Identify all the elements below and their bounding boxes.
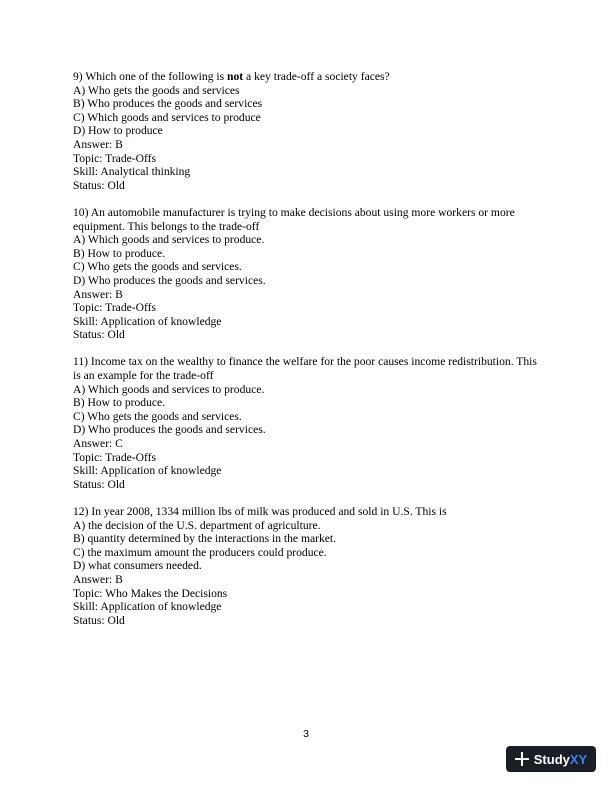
option-a: A) Who gets the goods and services [73, 83, 240, 97]
question-11 [73, 355, 543, 491]
option-a: A) Which goods and services to produce. [73, 233, 265, 247]
studyxy-logo-badge[interactable] [506, 746, 596, 772]
option-c: C) Who gets the goods and services. [73, 409, 242, 423]
status-line: Status: Old [73, 477, 125, 491]
option-a: A) Which goods and services to produce. [73, 382, 265, 396]
option-c: C) Which goods and services to produce [73, 110, 261, 124]
status-line: Status: Old [73, 178, 125, 192]
stem-text: a key trade-off a society faces? [243, 70, 390, 83]
skill-line: Skill: Application of knowledge [73, 464, 222, 478]
question-stem [73, 70, 543, 84]
brand-text: Study [533, 751, 570, 767]
topic-line: Topic: Trade-Offs [73, 301, 157, 315]
brand-name [534, 752, 587, 767]
question-stem: 12) In year 2008, 1334 million lbs of milk was produced and sold in U.S. This is [73, 505, 447, 518]
brand-accent-text: XY [569, 751, 588, 767]
skill-line: Skill: Application of knowledge [73, 314, 222, 328]
option-b: B) How to produce. [73, 246, 166, 260]
stem-emphasis: not [227, 70, 244, 83]
option-b: B) How to produce. [73, 396, 166, 410]
skill-line: Skill: Application of knowledge [73, 600, 222, 614]
option-b: B) Who produces the goods and services [73, 97, 263, 111]
answer-line: Answer: B [73, 287, 123, 301]
question-9 [73, 70, 543, 192]
topic-line: Topic: Trade-Offs [73, 450, 157, 464]
option-b: B) quantity determined by the interactions in the market. [73, 532, 337, 546]
option-c: C) Who gets the goods and services. [73, 260, 242, 274]
document-body [73, 70, 543, 641]
status-line: Status: Old [73, 613, 125, 627]
question-stem: 11) Income tax on the wealthy to finance the welfare for the poor causes income redistribution. This is an example for the trade-off [73, 355, 537, 383]
question-stem: 10) An automobile manufacturer is trying to make decisions about using more workers or more equipment. This belongs to the trade-off [73, 205, 515, 233]
question-10 [73, 206, 543, 342]
option-c: C) the maximum amount the producers could produce. [73, 545, 327, 559]
stem-text: 9) Which one of the following is [73, 70, 228, 83]
option-d: D) How to produce [73, 124, 163, 138]
question-12 [73, 505, 543, 627]
page-number: 3 [303, 728, 309, 740]
answer-line: Answer: B [73, 572, 123, 586]
topic-line: Topic: Who Makes the Decisions [73, 586, 228, 600]
option-d: D) Who produces the goods and services. [73, 273, 266, 287]
status-line: Status: Old [73, 328, 125, 342]
answer-line: Answer: C [73, 437, 123, 451]
plus-icon [515, 752, 529, 766]
option-a: A) the decision of the U.S. department of agriculture. [73, 518, 321, 532]
option-d: D) Who produces the goods and services. [73, 423, 266, 437]
topic-line: Topic: Trade-Offs [73, 151, 157, 165]
skill-line: Skill: Analytical thinking [73, 165, 191, 179]
option-d: D) what consumers needed. [73, 559, 202, 573]
answer-line: Answer: B [73, 137, 123, 151]
